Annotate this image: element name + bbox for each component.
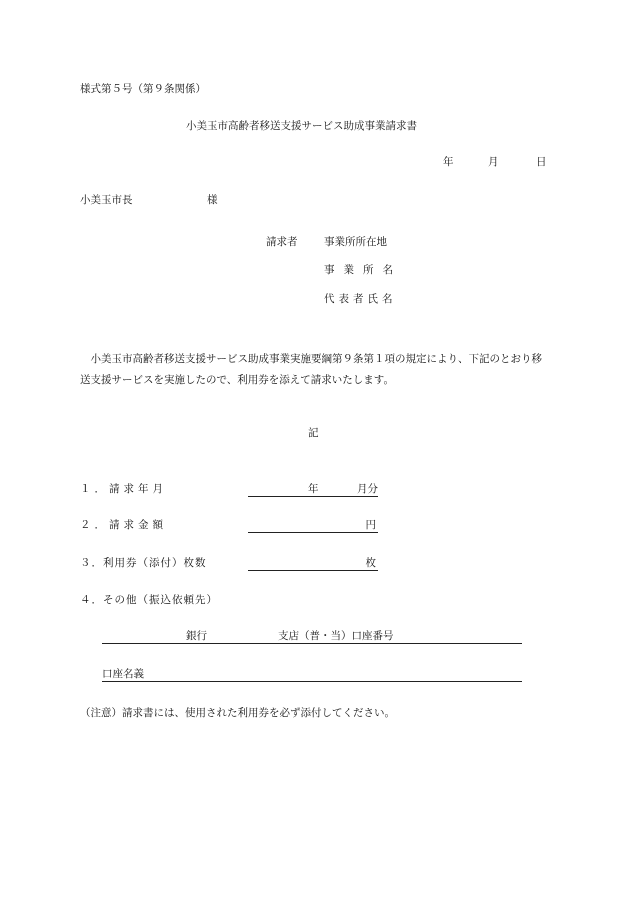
item-3-label: ３．利用券（添付）枚数: [80, 557, 207, 569]
item-3-field[interactable]: [248, 556, 378, 571]
item-1-year-unit: 年: [308, 483, 319, 495]
document-title: 小美玉市高齢者移送支援サービス助成事業請求書: [186, 120, 417, 132]
branch-account-label: 支店（普・当）口座番号: [278, 630, 394, 642]
addressee-name: 小美玉市長: [80, 194, 133, 206]
date-year-label: 年: [443, 156, 454, 168]
account-name-line[interactable]: [102, 667, 522, 682]
note-text: （注意）請求書には、使用された利用券を必ず添付してください。: [80, 707, 395, 719]
item-2-label: ２．請求金額: [80, 519, 167, 531]
ki-heading: 記: [308, 427, 319, 439]
claimant-label: 請求者: [266, 236, 298, 248]
item-2-unit: 円: [365, 519, 376, 531]
bank-label: 銀行: [186, 630, 207, 642]
addressee-honorific: 様: [207, 194, 218, 206]
claimant-representative-label: 代表者氏名: [324, 293, 397, 305]
body-text: 小美玉市高齢者移送支援サービス助成事業実施要綱第９条第１項の規定により、下記のとおり移送支援サービスを実施したので、利用券を添えて請求いたします。: [80, 353, 542, 386]
claimant-location-label: 事業所所在地: [324, 236, 387, 248]
item-3-unit: 枚: [365, 557, 376, 569]
claimant-name-label: 事業所名: [324, 264, 402, 276]
date-month-label: 月: [488, 156, 499, 168]
account-name-label: 口座名義: [102, 668, 144, 680]
item-4-label: ４．その他（振込依頼先）: [80, 594, 218, 606]
date-day-label: 日: [536, 156, 547, 168]
form-number: 様式第５号（第９条関係）: [80, 83, 206, 95]
item-1-field[interactable]: [248, 482, 378, 497]
bank-line[interactable]: [102, 629, 522, 644]
item-1-month-unit: 月分: [357, 483, 378, 495]
item-1-label: １．請求年月: [80, 483, 167, 495]
item-2-field[interactable]: [248, 518, 378, 533]
